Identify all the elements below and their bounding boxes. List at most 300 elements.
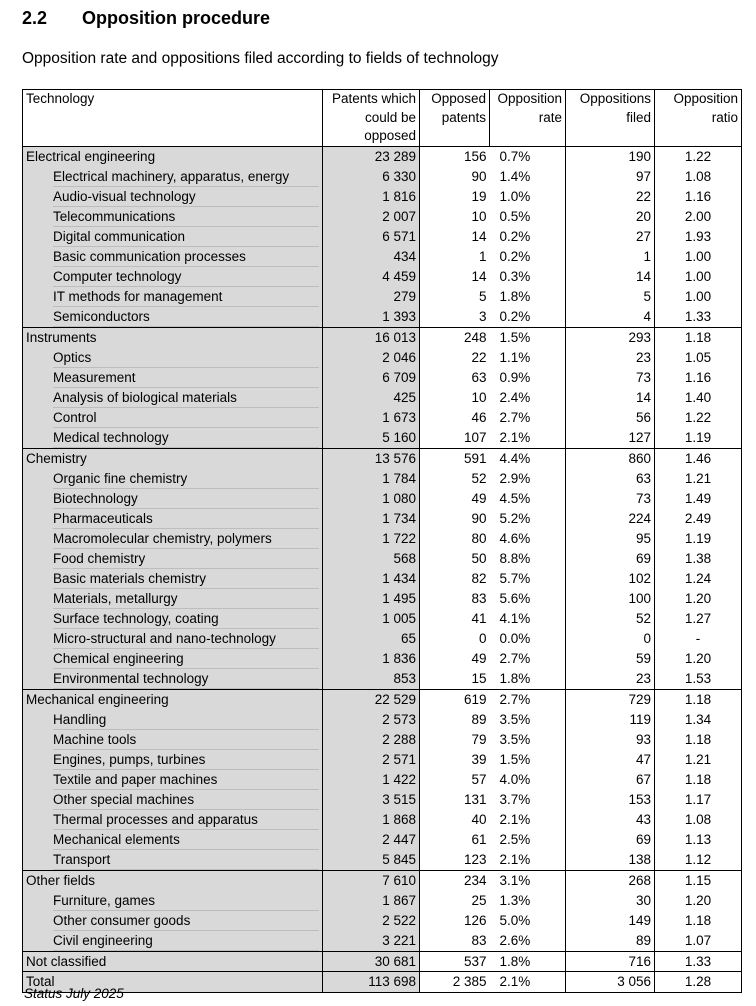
cell-patents-opposable: 6 709 (323, 368, 420, 388)
cell-technology (23, 830, 323, 850)
cell-opposition-ratio: 1.33 (655, 307, 742, 328)
cell-opposed-patents: 61 (420, 830, 490, 850)
cell-technology (23, 850, 323, 871)
cell-opposition-ratio: 1.93 (655, 227, 742, 247)
cell-patents-opposable: 30 681 (323, 951, 420, 972)
cell-patents-opposable: 2 522 (323, 911, 420, 931)
cell-oppositions-filed: 268 (566, 870, 655, 890)
cell-opposed-patents: 10 (420, 207, 490, 227)
cell-opposed-patents: 2 385 (420, 972, 490, 993)
cell-opposition-rate: 2.1% (499, 429, 531, 445)
cell-opposition-ratio: 1.16 (655, 368, 742, 388)
table-row (23, 810, 742, 830)
cell-oppositions-filed: 93 (566, 730, 655, 750)
cell-opposition-ratio: 1.38 (655, 549, 742, 569)
cell-opposed-patents: 90 (420, 509, 490, 529)
table-row (23, 408, 742, 428)
cell-opposed-patents: 83 (420, 931, 490, 952)
cell-oppositions-filed: 69 (566, 549, 655, 569)
cell-technology (23, 448, 323, 468)
cell-oppositions-filed: 56 (566, 408, 655, 428)
header-opposition-ratio: Opposition ratio (655, 90, 742, 147)
cell-patents-opposable: 2 571 (323, 750, 420, 770)
table-row-category (23, 870, 742, 890)
technology-label: Macromolecular chemistry, polymers (53, 529, 319, 549)
cell-technology (23, 730, 323, 750)
technology-label: Civil engineering (53, 931, 319, 951)
cell-patents-opposable: 1 673 (323, 408, 420, 428)
table-row (23, 428, 742, 449)
table-row (23, 247, 742, 267)
cell-patents-opposable: 3 515 (323, 790, 420, 810)
cell-oppositions-filed: 73 (566, 489, 655, 509)
header-patents-opposable: Patents which could be opposed (323, 90, 420, 147)
technology-label: Biotechnology (53, 489, 319, 509)
cell-patents-opposable: 1 836 (323, 649, 420, 669)
cell-opposition-ratio: 1.12 (655, 850, 742, 871)
technology-label: Other consumer goods (53, 911, 319, 931)
technology-label: Telecommunications (53, 207, 319, 227)
cell-opposition-ratio: 1.19 (655, 428, 742, 449)
table-row (23, 569, 742, 589)
cell-opposition-ratio: 1.18 (655, 770, 742, 790)
cell-oppositions-filed: 69 (566, 830, 655, 850)
cell-opposition-ratio: 1.00 (655, 247, 742, 267)
cell-opposition-rate: 1.8% (490, 951, 566, 972)
technology-label: Instruments (26, 329, 97, 345)
cell-patents-opposable: 6 330 (323, 167, 420, 187)
cell-opposition-rate: 5.7% (499, 570, 531, 586)
cell-oppositions-filed: 190 (566, 147, 655, 167)
cell-opposition-ratio: 1.15 (655, 870, 742, 890)
cell-oppositions-filed: 138 (566, 850, 655, 871)
cell-patents-opposable: 1 868 (323, 810, 420, 830)
table-row (23, 931, 742, 952)
cell-opposition-ratio: 1.18 (655, 911, 742, 931)
status-note: Status July 2025 (24, 986, 124, 1001)
cell-opposition-rate: 2.9% (499, 470, 531, 486)
cell-technology (23, 408, 323, 428)
technology-label: Audio-visual technology (53, 187, 319, 207)
table-row-category (23, 689, 742, 709)
cell-opposition-rate: 4.5% (499, 490, 531, 506)
cell-oppositions-filed: 30 (566, 891, 655, 911)
technology-label: Surface technology, coating (53, 609, 319, 629)
cell-opposition-rate: 2.7% (490, 689, 566, 709)
cell-opposed-patents: 63 (420, 368, 490, 388)
cell-oppositions-filed: 5 (566, 287, 655, 307)
cell-patents-opposable: 434 (323, 247, 420, 267)
cell-patents-opposable: 16 013 (323, 327, 420, 347)
cell-opposition-ratio: 1.18 (655, 689, 742, 709)
cell-patents-opposable: 5 160 (323, 428, 420, 449)
table-row-category (23, 327, 742, 347)
cell-opposed-patents: 49 (420, 649, 490, 669)
technology-label: Micro-structural and nano-technology (53, 629, 319, 649)
cell-technology (23, 569, 323, 589)
cell-oppositions-filed: 1 (566, 247, 655, 267)
cell-opposed-patents: 82 (420, 569, 490, 589)
cell-patents-opposable: 22 529 (323, 689, 420, 709)
technology-label: Electrical engineering (26, 149, 156, 164)
cell-technology (23, 469, 323, 489)
cell-technology (23, 509, 323, 529)
cell-patents-opposable: 113 698 (323, 972, 420, 993)
cell-oppositions-filed: 293 (566, 327, 655, 347)
cell-technology (23, 951, 323, 972)
technology-label: Pharmaceuticals (53, 509, 319, 529)
table-row (23, 267, 742, 287)
cell-patents-opposable: 1 005 (323, 609, 420, 629)
cell-opposition-ratio: 1.24 (655, 569, 742, 589)
cell-opposition-ratio: 1.00 (655, 287, 742, 307)
cell-opposed-patents: 49 (420, 489, 490, 509)
cell-opposed-patents: 156 (420, 147, 490, 167)
cell-opposition-rate: 0.3% (499, 268, 531, 284)
table-row (23, 589, 742, 609)
cell-opposed-patents: 90 (420, 167, 490, 187)
cell-oppositions-filed: 14 (566, 267, 655, 287)
cell-opposed-patents: 15 (420, 669, 490, 690)
cell-oppositions-filed: 14 (566, 388, 655, 408)
cell-patents-opposable: 65 (323, 629, 420, 649)
table-row-category (23, 448, 742, 468)
cell-opposition-rate: 1.8% (499, 288, 531, 304)
cell-technology (23, 307, 323, 328)
cell-technology (23, 207, 323, 227)
cell-technology (23, 368, 323, 388)
cell-opposed-patents: 123 (420, 850, 490, 871)
cell-opposition-ratio: 2.49 (655, 509, 742, 529)
cell-opposition-rate: 4.6% (499, 530, 531, 546)
cell-technology (23, 327, 323, 347)
cell-opposition-rate: 2.7% (499, 650, 531, 666)
cell-opposition-rate: 2.1% (499, 851, 531, 867)
cell-opposition-ratio: 1.08 (655, 167, 742, 187)
table-row (23, 368, 742, 388)
technology-label: Optics (53, 348, 319, 368)
table-row (23, 509, 742, 529)
cell-opposition-ratio: 1.00 (655, 267, 742, 287)
cell-oppositions-filed: 102 (566, 569, 655, 589)
technology-label: Mechanical engineering (26, 691, 169, 707)
cell-technology (23, 790, 323, 810)
table-row (23, 730, 742, 750)
cell-patents-opposable: 7 610 (323, 870, 420, 890)
cell-technology (23, 549, 323, 569)
cell-opposed-patents: 14 (420, 267, 490, 287)
technology-label: Measurement (53, 368, 319, 388)
table-row (23, 307, 742, 328)
cell-technology (23, 348, 323, 368)
cell-opposition-rate: 0.2% (499, 228, 531, 244)
cell-technology (23, 911, 323, 931)
cell-technology (23, 227, 323, 247)
cell-opposed-patents: 22 (420, 348, 490, 368)
cell-opposition-ratio: 1.05 (655, 348, 742, 368)
cell-opposition-rate: 0.9% (499, 369, 531, 385)
cell-opposition-rate: 0.5% (499, 208, 531, 224)
cell-patents-opposable: 2 007 (323, 207, 420, 227)
table-row (23, 649, 742, 669)
cell-patents-opposable: 425 (323, 388, 420, 408)
cell-opposition-ratio: 1.49 (655, 489, 742, 509)
cell-patents-opposable: 1 867 (323, 891, 420, 911)
cell-opposed-patents: 107 (420, 428, 490, 449)
cell-patents-opposable: 1 722 (323, 529, 420, 549)
cell-opposition-rate: 2.7% (499, 409, 531, 425)
cell-technology (23, 669, 323, 690)
cell-opposition-rate: 2.4% (499, 389, 531, 405)
cell-opposed-patents: 89 (420, 710, 490, 730)
table-row (23, 227, 742, 247)
cell-opposed-patents: 248 (420, 327, 490, 347)
cell-opposition-rate: 8.8% (499, 550, 531, 566)
cell-opposition-ratio: 1.08 (655, 810, 742, 830)
table-row (23, 187, 742, 207)
cell-oppositions-filed: 27 (566, 227, 655, 247)
cell-oppositions-filed: 59 (566, 649, 655, 669)
cell-opposition-rate: 3.5% (499, 711, 531, 727)
cell-patents-opposable: 1 734 (323, 509, 420, 529)
cell-technology (23, 810, 323, 830)
cell-oppositions-filed: 20 (566, 207, 655, 227)
table-row (23, 348, 742, 368)
cell-opposed-patents: 1 (420, 247, 490, 267)
header-technology: Technology (23, 90, 323, 147)
cell-opposition-ratio: 1.28 (655, 972, 742, 993)
table-row-category (23, 951, 742, 972)
cell-oppositions-filed: 43 (566, 810, 655, 830)
table-row-category (23, 147, 742, 167)
section-number: 2.2 (22, 8, 48, 28)
cell-patents-opposable: 568 (323, 549, 420, 569)
table-row (23, 609, 742, 629)
technology-label: Engines, pumps, turbines (53, 750, 319, 770)
table-row (23, 207, 742, 227)
table-row (23, 489, 742, 509)
cell-opposition-rate: 2.1% (490, 972, 566, 993)
cell-opposed-patents: 79 (420, 730, 490, 750)
cell-opposed-patents: 14 (420, 227, 490, 247)
cell-opposition-ratio: 1.46 (655, 448, 742, 468)
cell-patents-opposable: 1 784 (323, 469, 420, 489)
cell-oppositions-filed: 149 (566, 911, 655, 931)
technology-label: Computer technology (53, 267, 319, 287)
cell-opposed-patents: 46 (420, 408, 490, 428)
cell-opposed-patents: 50 (420, 549, 490, 569)
cell-opposition-ratio: 1.27 (655, 609, 742, 629)
cell-opposition-ratio: 1.16 (655, 187, 742, 207)
technology-label: Materials, metallurgy (53, 589, 319, 609)
cell-opposition-rate: 2.6% (499, 932, 531, 948)
table-row (23, 549, 742, 569)
table-body (23, 147, 742, 993)
cell-opposition-ratio: 1.34 (655, 710, 742, 730)
technology-label: Textile and paper machines (53, 770, 319, 790)
cell-opposition-ratio: 1.21 (655, 469, 742, 489)
opposition-table (22, 89, 742, 993)
technology-label: Organic fine chemistry (53, 469, 319, 489)
technology-label: Other fields (26, 872, 96, 888)
cell-patents-opposable: 1 495 (323, 589, 420, 609)
cell-opposition-rate: 3.1% (490, 870, 566, 890)
table-row (23, 891, 742, 911)
cell-opposition-ratio: 1.20 (655, 589, 742, 609)
technology-label: Digital communication (53, 227, 319, 247)
table-row (23, 529, 742, 549)
cell-opposition-rate: 4.0% (499, 771, 531, 787)
technology-label: Machine tools (53, 730, 319, 750)
table-row (23, 911, 742, 931)
cell-technology (23, 388, 323, 408)
table-row (23, 770, 742, 790)
table-row (23, 669, 742, 690)
technology-label: Control (53, 408, 319, 428)
technology-label: Electrical machinery, apparatus, energy (53, 167, 319, 187)
technology-label: Furniture, games (53, 891, 319, 911)
cell-oppositions-filed: 95 (566, 529, 655, 549)
cell-technology (23, 287, 323, 307)
technology-label: Basic materials chemistry (53, 569, 319, 589)
cell-patents-opposable: 1 422 (323, 770, 420, 790)
cell-oppositions-filed: 3 056 (566, 972, 655, 993)
section-title: Opposition procedure (82, 8, 271, 28)
cell-opposition-rate: 1.0% (499, 188, 531, 204)
cell-opposition-rate: 1.3% (499, 892, 531, 908)
cell-technology (23, 529, 323, 549)
cell-opposed-patents: 83 (420, 589, 490, 609)
cell-opposition-ratio: 1.53 (655, 669, 742, 690)
cell-opposed-patents: 25 (420, 891, 490, 911)
cell-technology (23, 187, 323, 207)
table-row (23, 469, 742, 489)
cell-technology (23, 931, 323, 952)
cell-opposed-patents: 39 (420, 750, 490, 770)
cell-oppositions-filed: 67 (566, 770, 655, 790)
cell-opposed-patents: 234 (420, 870, 490, 890)
cell-opposition-rate: 2.5% (499, 831, 531, 847)
cell-opposition-rate: 1.5% (499, 751, 531, 767)
cell-oppositions-filed: 23 (566, 348, 655, 368)
cell-opposed-patents: 52 (420, 469, 490, 489)
cell-opposed-patents: 40 (420, 810, 490, 830)
cell-oppositions-filed: 47 (566, 750, 655, 770)
technology-label: Chemistry (26, 450, 87, 466)
cell-patents-opposable: 2 447 (323, 830, 420, 850)
cell-opposition-ratio: 1.07 (655, 931, 742, 952)
cell-oppositions-filed: 0 (566, 629, 655, 649)
table-row (23, 388, 742, 408)
cell-oppositions-filed: 22 (566, 187, 655, 207)
cell-technology (23, 710, 323, 730)
cell-opposed-patents: 80 (420, 529, 490, 549)
table-row (23, 287, 742, 307)
cell-opposition-rate: 5.6% (499, 590, 531, 606)
technology-label: Handling (53, 710, 319, 730)
cell-technology (23, 891, 323, 911)
cell-oppositions-filed: 153 (566, 790, 655, 810)
technology-label: Transport (53, 850, 319, 870)
technology-label: Food chemistry (53, 549, 319, 569)
header-opposed-patents: Opposed patents (420, 90, 490, 147)
cell-oppositions-filed: 73 (566, 368, 655, 388)
cell-opposition-ratio: 2.00 (655, 207, 742, 227)
cell-patents-opposable: 1 816 (323, 187, 420, 207)
cell-opposition-rate: 4.1% (499, 610, 531, 626)
table-header-row (23, 90, 742, 147)
cell-technology (23, 489, 323, 509)
cell-patents-opposable: 1 393 (323, 307, 420, 328)
cell-opposition-ratio: - (655, 629, 742, 649)
technology-label: Mechanical elements (53, 830, 319, 850)
header-oppositions-filed: Oppositions filed (566, 90, 655, 147)
cell-oppositions-filed: 860 (566, 448, 655, 468)
cell-opposition-rate: 1.4% (499, 168, 531, 184)
cell-patents-opposable: 2 046 (323, 348, 420, 368)
cell-oppositions-filed: 716 (566, 951, 655, 972)
table-row (23, 750, 742, 770)
cell-opposed-patents: 537 (420, 951, 490, 972)
table-row (23, 167, 742, 187)
cell-opposition-rate: 1.8% (499, 670, 531, 686)
technology-label: Other special machines (53, 790, 319, 810)
cell-technology (23, 428, 323, 449)
cell-patents-opposable: 13 576 (323, 448, 420, 468)
cell-opposed-patents: 131 (420, 790, 490, 810)
cell-oppositions-filed: 52 (566, 609, 655, 629)
cell-opposition-rate: 3.5% (499, 731, 531, 747)
cell-opposition-rate: 0.2% (499, 308, 531, 324)
cell-technology (23, 770, 323, 790)
cell-opposed-patents: 41 (420, 609, 490, 629)
cell-technology (23, 649, 323, 669)
cell-opposition-ratio: 1.19 (655, 529, 742, 549)
technology-label: Chemical engineering (53, 649, 319, 669)
cell-opposition-rate: 0.0% (499, 630, 531, 646)
header-opposition-rate: Opposition rate (490, 90, 566, 147)
cell-technology (23, 629, 323, 649)
cell-opposition-ratio: 1.21 (655, 750, 742, 770)
cell-technology (23, 247, 323, 267)
cell-opposition-ratio: 1.22 (655, 408, 742, 428)
technology-label: Total (26, 974, 55, 990)
cell-patents-opposable: 1 434 (323, 569, 420, 589)
technology-label: IT methods for management (53, 287, 319, 307)
cell-opposed-patents: 5 (420, 287, 490, 307)
cell-oppositions-filed: 119 (566, 710, 655, 730)
table-row (23, 830, 742, 850)
table-row (23, 790, 742, 810)
cell-technology (23, 589, 323, 609)
cell-opposition-rate: 4.4% (490, 448, 566, 468)
cell-opposition-rate: 5.2% (499, 510, 531, 526)
cell-opposition-ratio: 1.22 (655, 147, 742, 167)
technology-label: Medical technology (53, 428, 319, 448)
cell-oppositions-filed: 127 (566, 428, 655, 449)
cell-opposition-ratio: 1.33 (655, 951, 742, 972)
cell-oppositions-filed: 63 (566, 469, 655, 489)
cell-patents-opposable: 2 573 (323, 710, 420, 730)
cell-oppositions-filed: 729 (566, 689, 655, 709)
cell-patents-opposable: 6 571 (323, 227, 420, 247)
cell-opposed-patents: 126 (420, 911, 490, 931)
cell-opposition-ratio: 1.40 (655, 388, 742, 408)
cell-opposition-rate: 0.2% (499, 248, 531, 264)
cell-opposition-rate: 1.1% (499, 349, 531, 365)
cell-technology (23, 689, 323, 709)
cell-patents-opposable: 3 221 (323, 931, 420, 952)
